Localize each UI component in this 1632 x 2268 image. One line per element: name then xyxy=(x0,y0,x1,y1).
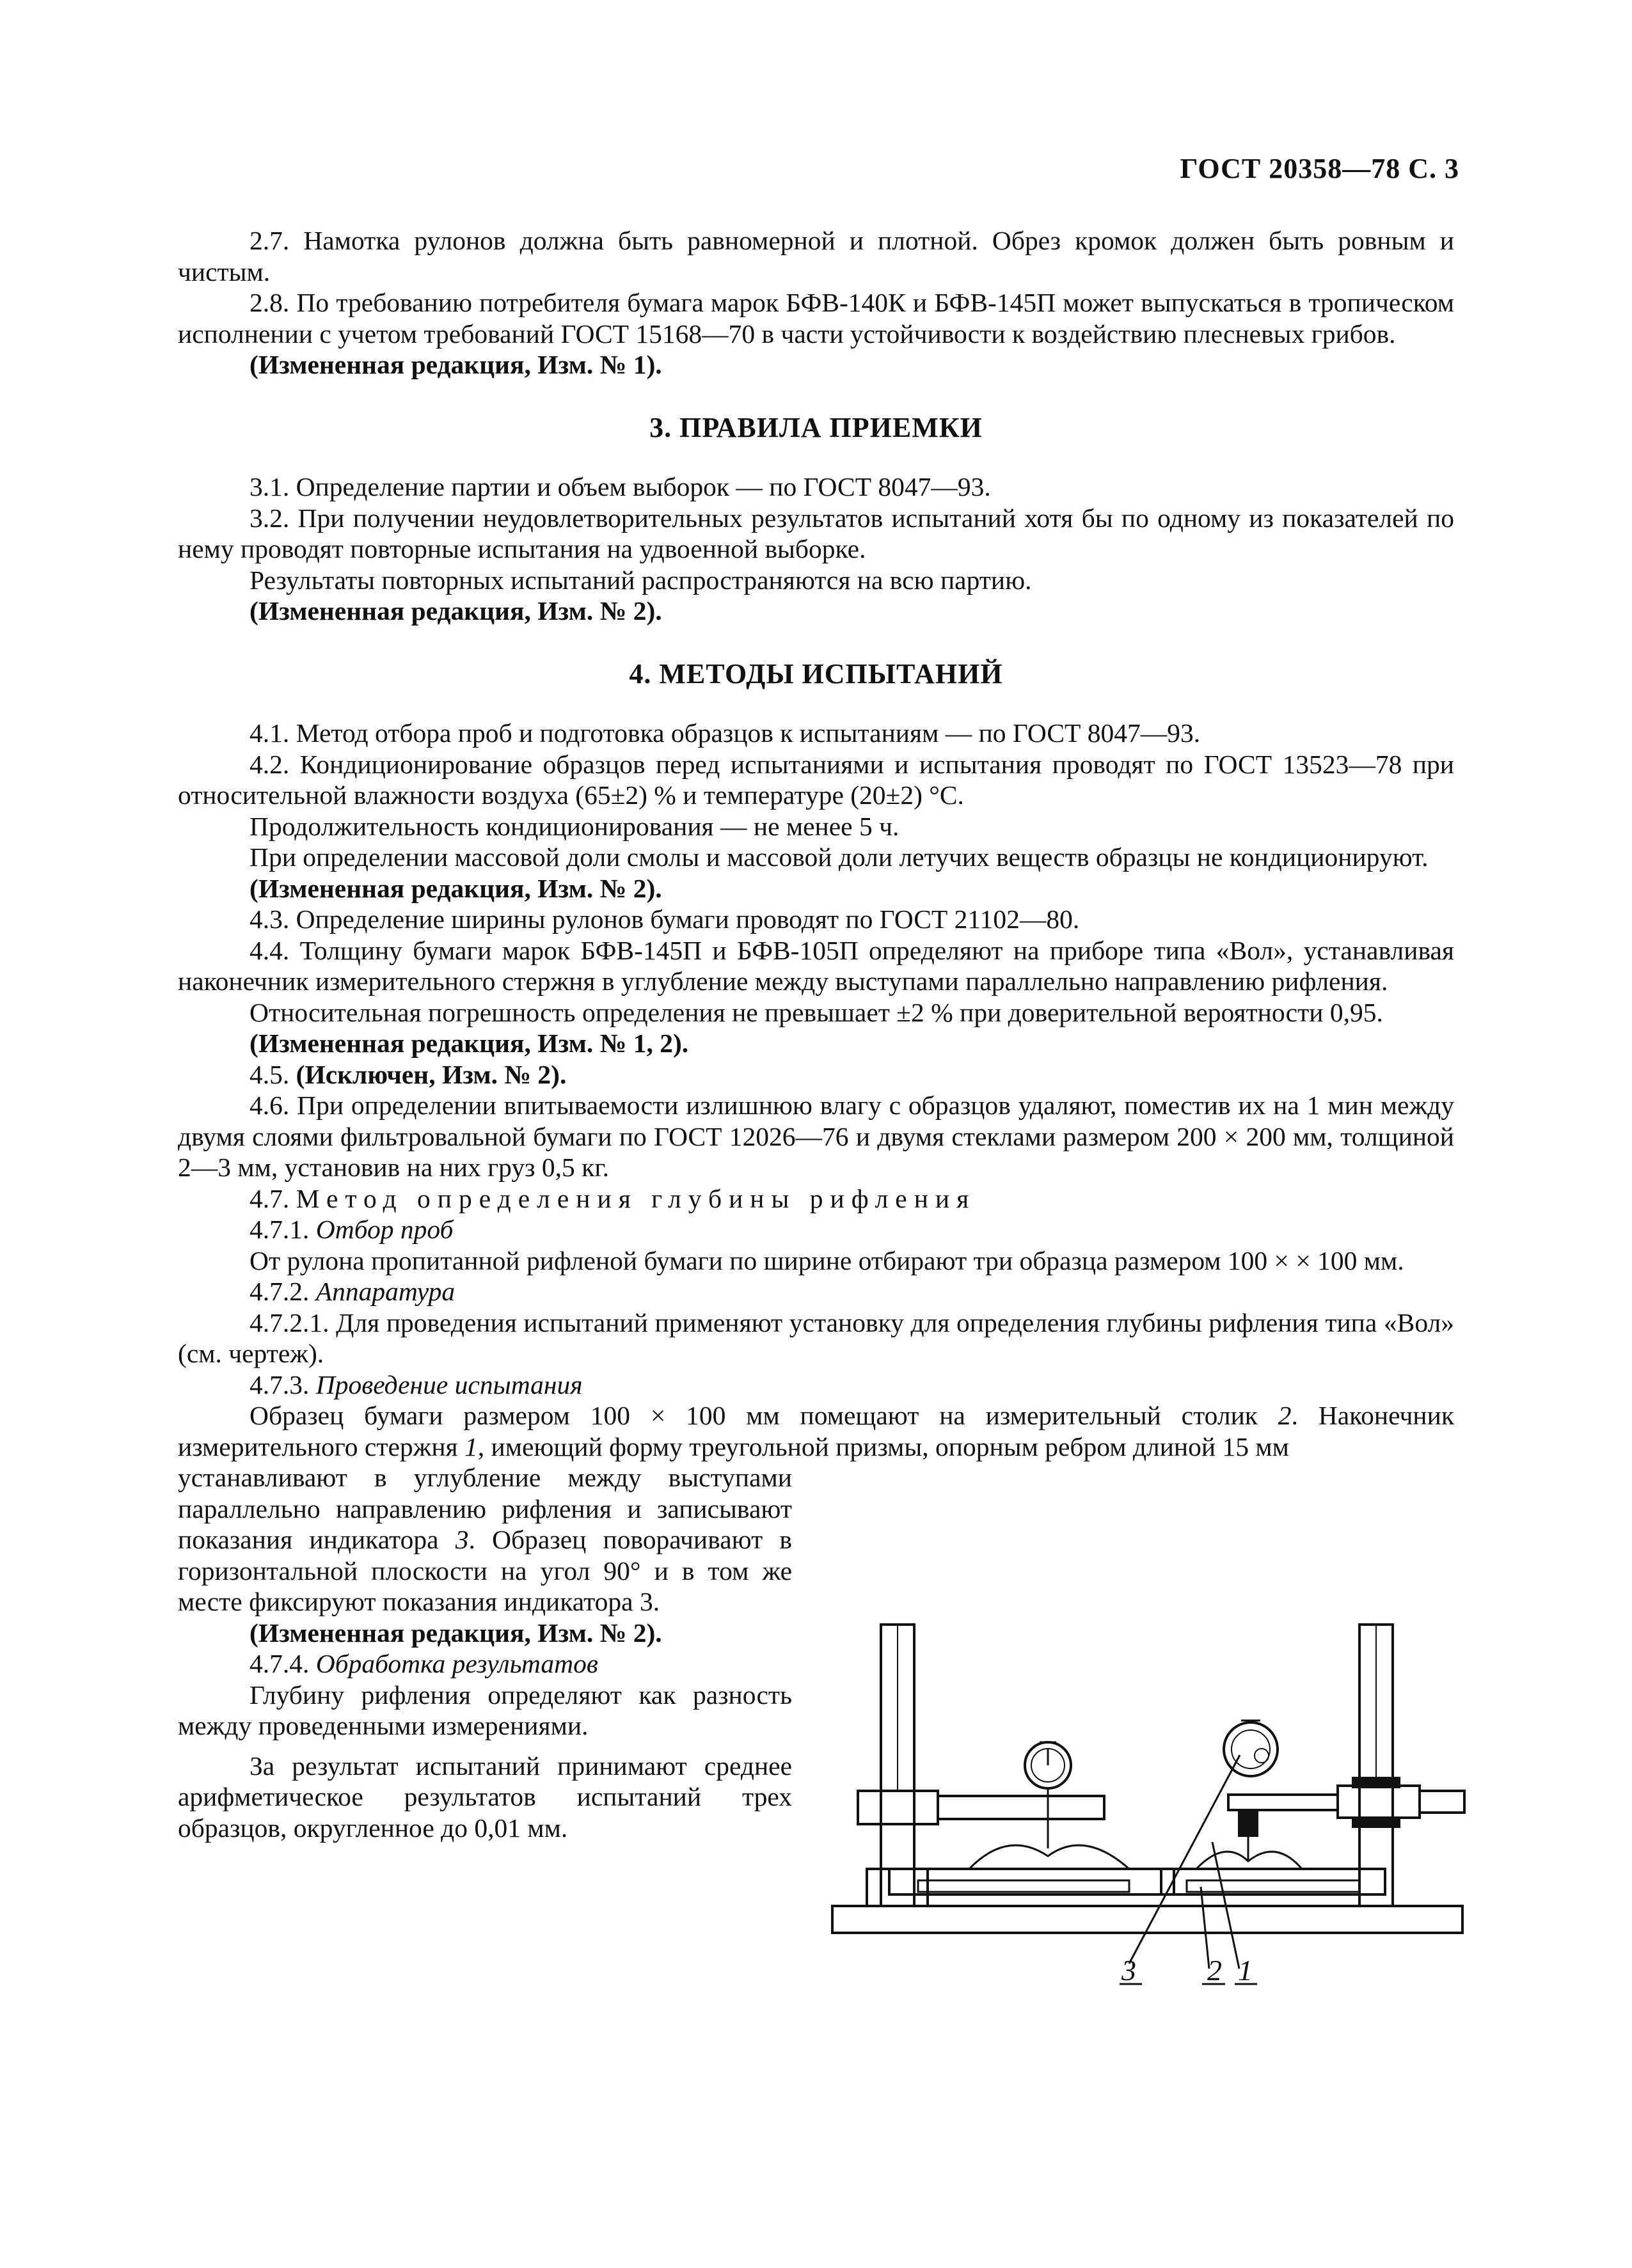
right-arm xyxy=(1420,1791,1464,1813)
section-3-heading: 3. ПРАВИЛА ПРИЕМКИ xyxy=(649,411,983,443)
paragraph-4-2: 4.2. Кондиционирование образцов перед испытаниями и испытания проводят по ГОСТ 13523—78 при относительной влажности воздуха (65±2) % и температуре (20±2) °С. xyxy=(178,749,1454,810)
amendment-note: (Измененная редакция, Изм. № 2). xyxy=(250,596,662,626)
paragraph-4-7-3b xyxy=(178,1462,792,1618)
method-title: Метод определения глубины рифления xyxy=(296,1183,976,1213)
excluded-note: (Исключен, Изм. № 2). xyxy=(296,1059,567,1089)
subsection-title: Проведение испытания xyxy=(315,1369,583,1399)
amendment-note: (Измененная редакция, Изм. № 1). xyxy=(250,350,662,379)
left-clamp xyxy=(858,1791,938,1824)
amendment-note: (Измененная редакция, Изм. № 1, 2). xyxy=(250,1028,689,1058)
paragraph-4-7-4a: Глубину рифления определяют как разность между проведенными измерениями. xyxy=(178,1680,792,1740)
paragraph-4-4b: Относительная погрешность определения не превышает ±2 % при доверительной вероятности 0,95. xyxy=(250,997,1383,1027)
right-clamp xyxy=(1338,1786,1420,1818)
page-header: ГОСТ 20358—78 С. 3 xyxy=(1180,153,1459,184)
clause-number: 4.7.2. xyxy=(250,1277,310,1306)
paragraph-4-2b: Продолжительность кондиционирования — не менее 5 ч. xyxy=(250,811,899,841)
text-run: Образец бумаги размером 100 × 100 мм помещают на измерительный столик xyxy=(250,1401,1278,1430)
clause-number: 4.7. xyxy=(250,1183,290,1213)
section-4-heading: 4. МЕТОДЫ ИСПЫТАНИЙ xyxy=(629,658,1003,689)
paragraph-3-1: 3.1. Определение партии и объем выборок — по ГОСТ 8047—93. xyxy=(250,472,991,501)
paragraph-4-7-1b: От рулона пропитанной рифленой бумаги по ширине отбирают три образца размером 100 × × 100 мм. xyxy=(250,1245,1404,1275)
paragraph-4-7-1 xyxy=(178,1214,1454,1245)
clause-number: 4.5. xyxy=(250,1059,290,1089)
ref-number: 3 xyxy=(455,1525,469,1554)
paragraph-4-3: 4.3. Определение ширины рулонов бумаги проводят по ГОСТ 21102—80. xyxy=(250,904,1080,934)
paragraph-4-1: 4.1. Метод отбора проб и подготовка образцов к испытаниям — по ГОСТ 8047—93. xyxy=(250,718,1201,748)
amendment-note: (Измененная редакция, Изм. № 2). xyxy=(250,873,662,903)
figure-label-1: 1 xyxy=(1238,1954,1253,1987)
paragraph-2-8: 2.8. По требованию потребителя бумага марок БФВ-140К и БФВ-145П может выпускаться в тропическом исполнении с учетом требований ГОСТ 15168—70 в части устойчивости к воздействию плесневых грибов. xyxy=(178,288,1454,349)
paragraph-4-7-4b: За результат испытаний принимают среднее арифметическое результатов испытаний трех образцов, округленное до 0,01 мм. xyxy=(178,1751,792,1843)
paragraph-3-2: 3.2. При получении неудовлетворительных результатов испытаний хотя бы по одному из показателей по нему проводят повторные испытания на удвоенной выборке. xyxy=(178,503,1454,563)
amendment-note: (Измененная редакция, Изм. № 2). xyxy=(250,1618,662,1648)
figure-label-2: 2 xyxy=(1207,1954,1222,1987)
subsection-title: Аппаратура xyxy=(315,1277,456,1306)
measuring-table-2 xyxy=(1161,1869,1385,1894)
clause-number: 4.7.1. xyxy=(250,1215,310,1244)
paragraph-4-5 xyxy=(178,1059,1454,1091)
text-run: , имеющий форму треугольной призмы, опорным ребром длиной 15 мм xyxy=(477,1431,1289,1461)
paragraph-4-7 xyxy=(178,1183,1454,1215)
paragraph-4-6: 4.6. При определении впитываемости излишнюю влагу с образцов удаляют, поместив их на 1 мин между двумя слоями фильтровальной бумаги по ГОСТ 12026—76 и двумя стеклами размером 200 × 200 мм, толщиной 2—3 мм, установив на них груз 0,5 кг. xyxy=(178,1091,1454,1182)
right-arm-inner xyxy=(1228,1795,1338,1810)
paragraph-4-7-4 xyxy=(178,1648,792,1680)
text-run: . Наконечник измерительного стержня xyxy=(178,1401,1454,1461)
paragraph-4-7-2-1: 4.7.2.1. Для проведения испытаний применяют установку для определения глубины рифления типа «Вол» (см. чертеж). xyxy=(178,1307,1454,1368)
measuring-rod-1 xyxy=(1239,1810,1257,1836)
left-table xyxy=(889,1869,1174,1894)
paragraph-4-7-3a xyxy=(178,1400,1454,1462)
ref-number: 2 xyxy=(1278,1401,1292,1430)
apparatus-drawing xyxy=(828,1618,1468,1989)
subsection-title: Обработка результатов xyxy=(315,1649,598,1678)
left-column xyxy=(178,1462,792,1843)
paragraph-4-7-2 xyxy=(178,1276,1454,1307)
paragraph-4-7-3 xyxy=(178,1369,1454,1401)
document-body xyxy=(178,225,1454,1843)
clause-number: 4.7.3. xyxy=(250,1369,310,1399)
figure-label-3: 3 xyxy=(1121,1954,1136,1987)
subsection-title: Отбор проб xyxy=(315,1215,454,1244)
paragraph-2-7: 2.7. Намотка рулонов должна быть равномерной и плотной. Обрез кромок должен быть ровным и чистым. xyxy=(178,226,1454,287)
paragraph-3-2b: Результаты повторных испытаний распространяются на всю партию. xyxy=(250,565,1032,595)
left-arm xyxy=(938,1796,1104,1819)
text-run: устанавливают в углубление между выступами параллельно направлению рифления и записывают показания индикатора xyxy=(178,1463,792,1554)
text-run: . Образец поворачивают в горизонтальной плоскости на угол 90° и в том же месте фиксируют показания индикатора 3. xyxy=(178,1525,792,1616)
paragraph-4-4: 4.4. Толщину бумаги марок БФВ-145П и БФВ-105П определяют на приборе типа «Вол», устанавливая наконечник измерительного стержня в углубление между выступами параллельно направлению рифления. xyxy=(178,935,1454,996)
clause-number: 4.7.4. xyxy=(250,1649,310,1678)
ref-number: 1 xyxy=(464,1431,478,1461)
paragraph-4-2c: При определении массовой доли смолы и массовой доли летучих веществ образцы не кондиционируют. xyxy=(250,842,1429,872)
